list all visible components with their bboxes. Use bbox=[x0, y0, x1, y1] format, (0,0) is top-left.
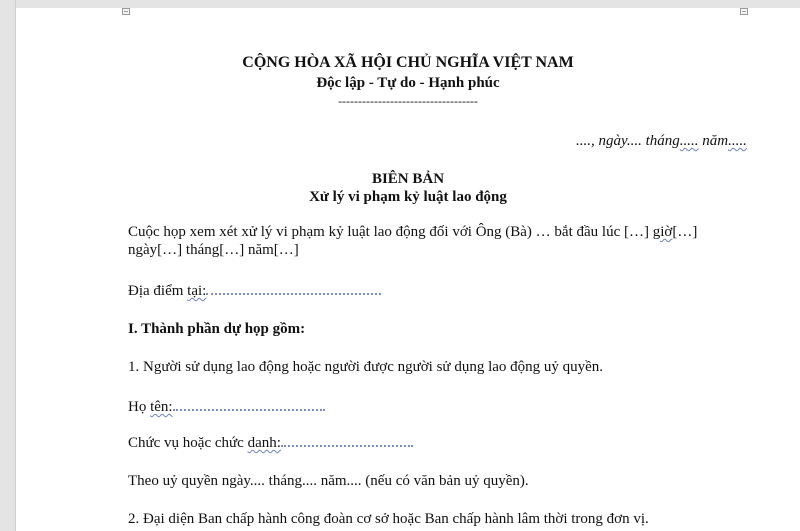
top-ruler-strip bbox=[0, 0, 800, 8]
name-label-a: Họ bbox=[128, 399, 151, 415]
location-label-a: Địa điểm bbox=[128, 283, 188, 299]
intro-text-b: giờ bbox=[652, 224, 673, 240]
year-label: năm bbox=[698, 133, 729, 149]
position-label-a: Chức vụ hoặc chức bbox=[128, 435, 248, 451]
right-margin-marker-icon[interactable] bbox=[740, 8, 748, 15]
name-label-b: tên: bbox=[150, 399, 173, 415]
intro-text-a: Cuộc họp xem xét xử lý vi phạm kỷ luật lao động đối với Ông (Bà) … bắt đầu lúc […] bbox=[128, 224, 653, 240]
month-blank: ..... bbox=[679, 133, 699, 149]
header-divider: ----------------------------------- bbox=[338, 94, 478, 108]
document-subtitle: Xử lý vi phạm kỷ luật lao động bbox=[309, 189, 507, 205]
position-fill-line[interactable] bbox=[281, 439, 413, 447]
left-margin-marker-icon[interactable] bbox=[122, 8, 130, 15]
name-line bbox=[128, 398, 325, 416]
location-label-b: tại: bbox=[187, 283, 207, 299]
section-1-item-1: 1. Người sử dụng lao động hoặc người được người sử dụng lao động uỷ quyền. bbox=[128, 359, 604, 375]
position-label-b: danh: bbox=[247, 435, 281, 451]
location-line bbox=[128, 282, 381, 300]
left-ruler-strip bbox=[0, 0, 16, 531]
position-line bbox=[128, 434, 413, 452]
intro-line-1 bbox=[128, 223, 697, 241]
date-line bbox=[576, 132, 747, 150]
name-fill-line[interactable] bbox=[173, 403, 325, 411]
location-fill-line[interactable] bbox=[206, 287, 381, 295]
section-1-heading: I. Thành phần dự họp gồm: bbox=[128, 321, 306, 337]
document-page[interactable] bbox=[16, 8, 800, 531]
document-title: BIÊN BẢN bbox=[371, 171, 445, 187]
date-prefix: ...., ngày.... tháng bbox=[576, 133, 680, 149]
intro-line-2: ngày[…] tháng[…] năm[…] bbox=[128, 242, 299, 258]
motto-heading: Độc lập - Tự do - Hạnh phúc bbox=[316, 75, 500, 91]
year-blank: ..... bbox=[728, 133, 747, 149]
nation-heading: CỘNG HÒA XÃ HỘI CHỦ NGHĨA VIỆT NAM bbox=[242, 54, 574, 71]
section-1-item-2: 2. Đại diện Ban chấp hành công đoàn cơ sở hoặc Ban chấp hành lâm thời trong đơn vị. bbox=[128, 511, 649, 527]
intro-text-c: […] bbox=[672, 224, 698, 240]
authorization-line: Theo uỷ quyền ngày.... tháng.... năm.... (nếu có văn bản uỷ quyền). bbox=[128, 473, 529, 489]
